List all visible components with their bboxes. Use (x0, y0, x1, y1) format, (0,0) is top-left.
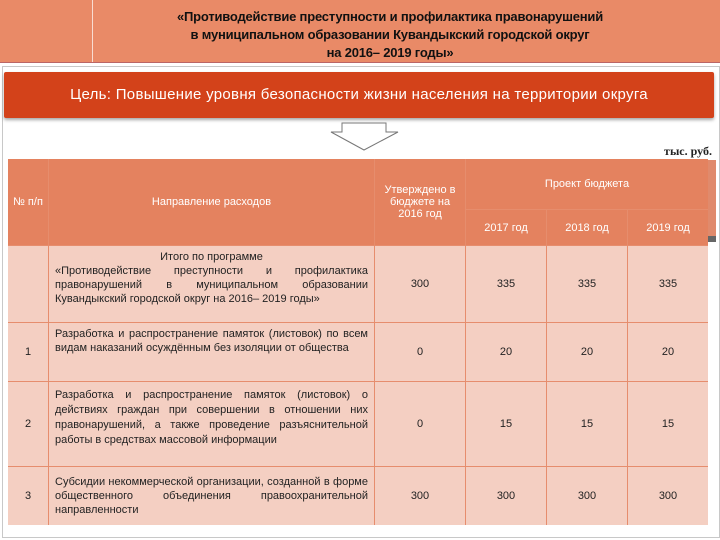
divider (92, 0, 93, 62)
row-total-num (8, 246, 48, 322)
row-2-approved: 0 (375, 382, 465, 466)
header-2019: 2019 год (628, 210, 708, 245)
header-2017: 2017 год (466, 210, 546, 245)
row-2-num: 2 (8, 382, 48, 466)
goal-text: Цель: Повышение уровня безопасности жизни населения на территории округа (70, 86, 648, 103)
header-approved: Утверждено в бюджете на 2016 год (375, 159, 465, 245)
row-2-2018: 15 (547, 382, 627, 466)
goal-banner (4, 72, 714, 118)
row-3-2018: 300 (547, 467, 627, 525)
row-1-desc: Разработка и распространение памяток (листовок) по всем видам наказаний осуждённым без изоляции от общества (49, 323, 374, 381)
row-2-desc: Разработка и распространение памяток (листовок) о действиях граждан при совершении в отношении них правонарушений, а также проведение разъяснительной работы в средствах массовой информации (49, 382, 374, 466)
row-2-2017: 15 (466, 382, 546, 466)
units-label: тыс. руб. (664, 144, 712, 158)
title-line-1: «Противодействие преступности и профилактика правонарушений (176, 9, 604, 24)
side-tab-marker (708, 236, 716, 242)
row-1-num: 1 (8, 323, 48, 381)
side-tab (708, 160, 716, 240)
row-3-2019: 300 (628, 467, 708, 525)
header-direction: Направление расходов (49, 159, 374, 245)
row-1-2019: 20 (628, 323, 708, 381)
row-2-2019: 15 (628, 382, 708, 466)
down-arrow-icon (330, 122, 400, 152)
row-total-2018: 335 (547, 246, 627, 322)
budget-table (8, 159, 708, 525)
row-total-approved: 300 (375, 246, 465, 322)
title-band (0, 0, 720, 63)
row-3-2017: 300 (466, 467, 546, 525)
row-total-heading: Итого по программе (160, 251, 263, 263)
header-2018: 2018 год (547, 210, 627, 245)
title-line-3: на 2016– 2019 годы» (326, 45, 454, 60)
row-total-2017: 335 (466, 246, 546, 322)
row-total-2019: 335 (628, 246, 708, 322)
row-1-approved: 0 (375, 323, 465, 381)
row-total-desc (49, 246, 374, 322)
row-3-num: 3 (8, 467, 48, 525)
row-1-2018: 20 (547, 323, 627, 381)
header-project: Проект бюджета (466, 159, 708, 209)
row-1-2017: 20 (466, 323, 546, 381)
header-num: № п/п (8, 159, 48, 245)
slide-title (140, 8, 640, 62)
row-3-approved: 300 (375, 467, 465, 525)
title-line-2: в муниципальном образовании Кувандыкский городской округ (190, 27, 590, 42)
row-3-desc: Субсидии некоммерческой организации, созданной в форме общественного объединения правоохранительной направленности (49, 467, 374, 525)
row-total-text: «Противодействие преступности и профилактика правонарушений в муниципальном образовании Кувандыкский городской округ на 2016– 2019 годы» (55, 265, 368, 305)
